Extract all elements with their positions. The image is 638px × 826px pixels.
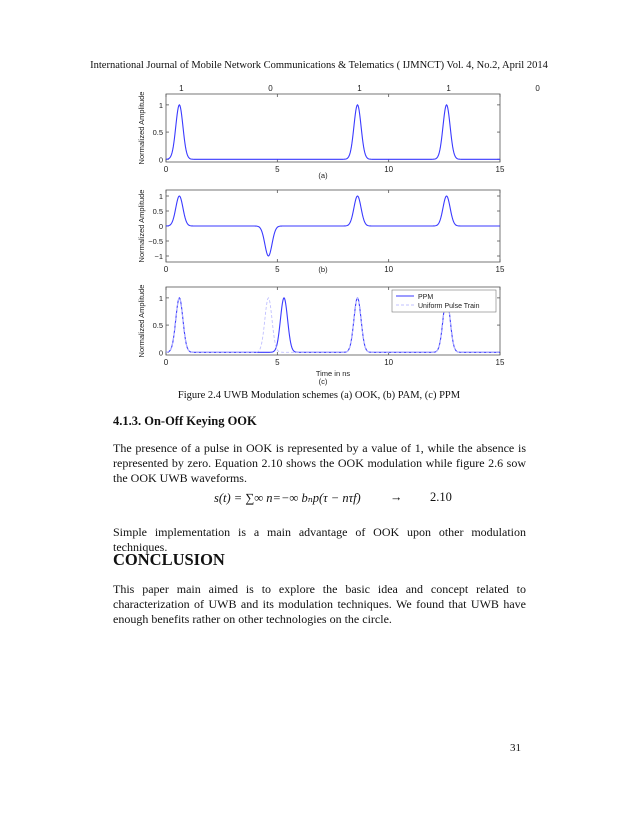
bit-label: 0 [535, 84, 540, 93]
x-axis-label: Time in ns [315, 369, 351, 378]
equation-number: 2.10 [430, 490, 452, 504]
x-tick-label: 15 [495, 358, 505, 367]
y-tick-label: 1 [158, 293, 163, 303]
page-number: 31 [510, 742, 521, 754]
subplot-label: (a) [318, 171, 328, 180]
y-tick-label: 1 [158, 100, 163, 110]
x-tick-label: 15 [495, 165, 505, 174]
y-tick-label: 0 [158, 155, 163, 165]
subplot-1 [137, 190, 505, 274]
legend-entry: Uniform Pulse Train [418, 303, 480, 310]
arrow-icon: → [390, 490, 403, 504]
y-tick-label: 1 [158, 192, 163, 201]
journal-header: International Journal of Mobile Network Communications & Telematics ( IJMNCT) Vol. 4, No.2, April 2014 [90, 60, 548, 71]
subplot-0 [137, 84, 540, 180]
y-tick-label: 0 [158, 222, 163, 231]
figure-caption: Figure 2.4 UWB Modulation schemes (a) OOK, (b) PAM, (c) PPM [177, 390, 461, 401]
conclusion-paragraph: This paper main aimed is to explore the basic idea and concept related to characterization of UWB and its modulation techniques. We found that UWB have enough benefits rather on other technologies on the circle. [113, 582, 526, 626]
y-axis-label: Normalized Amplitude [137, 284, 146, 358]
ook-paragraph: The presence of a pulse in OOK is represented by a value of 1, while the absence is represented by zero. Equation 2.10 shows the OOK modulation while figure 2.6 sow the OOK UWB waveforms. [113, 441, 526, 485]
conclusion-heading: CONCLUSION [113, 550, 225, 569]
x-tick-label: 10 [384, 165, 394, 174]
ook-advantage-paragraph: Simple implementation is a main advantage of OOK upon other modulation techniques. [113, 525, 526, 554]
bit-label: 1 [179, 84, 184, 93]
y-tick-label: −1 [154, 252, 163, 261]
subplot-2 [137, 285, 505, 386]
y-axis-label: Normalized Amplitude [137, 91, 146, 165]
x-tick-label: 10 [384, 265, 394, 274]
x-tick-label: 10 [384, 358, 394, 367]
x-tick-label: 0 [163, 165, 169, 174]
x-tick-label: 0 [163, 358, 169, 367]
y-tick-label: 0.5 [152, 321, 163, 331]
bit-label: 1 [357, 84, 362, 93]
y-tick-label: −0.5 [148, 237, 163, 246]
legend-entry: PPM [418, 294, 434, 301]
uwb-modulation-figure [130, 82, 540, 392]
y-tick-label: 0.5 [152, 207, 163, 216]
y-axis-label: Normalized Amplitude [137, 189, 146, 263]
x-tick-label: 5 [275, 358, 280, 367]
y-tick-label: 0 [158, 348, 163, 358]
equation-expression: s(t) = ∑∞ n=−∞ bₙp(τ − nτf) [214, 491, 361, 505]
x-tick-label: 15 [495, 265, 505, 274]
subplot-label: (b) [318, 265, 328, 274]
y-tick-label: 0.5 [152, 128, 163, 138]
section-heading-ook: 4.1.3. On-Off Keying OOK [113, 414, 257, 428]
bit-label: 1 [446, 84, 451, 93]
subplot-label: (c) [318, 377, 328, 386]
x-tick-label: 0 [163, 265, 169, 274]
x-tick-label: 5 [275, 165, 280, 174]
x-tick-label: 5 [275, 265, 280, 274]
bit-label: 0 [268, 84, 273, 93]
